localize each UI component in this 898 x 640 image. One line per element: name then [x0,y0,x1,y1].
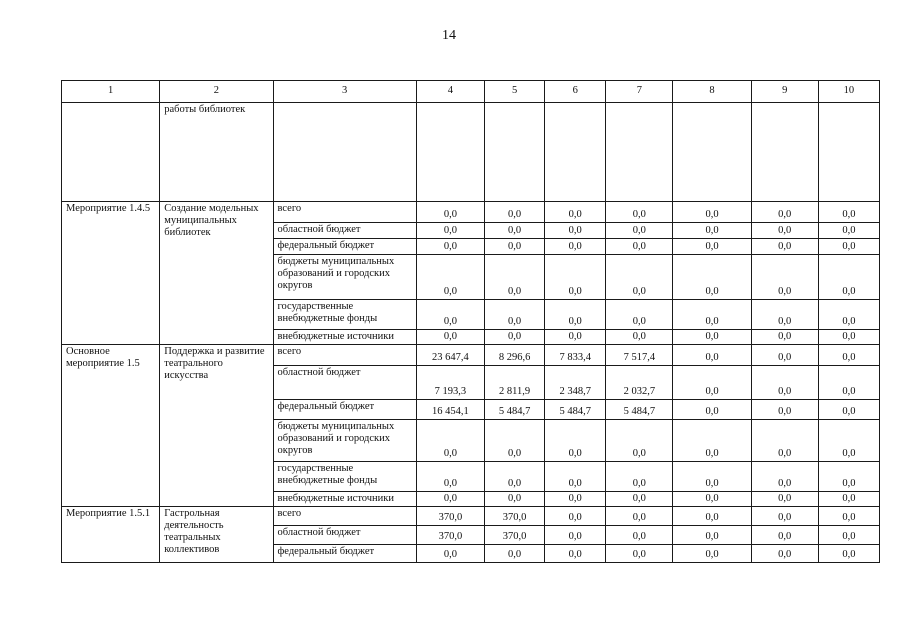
amount-cell: 0,0 [606,507,673,526]
amount-cell: 0,0 [751,492,818,507]
amount-cell: 0,0 [818,345,879,366]
funding-source-cell: областной бюджет [273,223,416,239]
funding-source-cell: всего [273,345,416,366]
amount-cell: 0,0 [751,366,818,400]
amount-cell: 0,0 [416,255,484,300]
column-header: 1 [62,81,160,103]
amount-cell: 0,0 [485,202,545,223]
funding-source-cell: всего [273,507,416,526]
amount-cell: 7 517,4 [606,345,673,366]
header-row [62,81,880,103]
amount-cell: 0,0 [673,545,751,563]
funding-source-cell: федеральный бюджет [273,545,416,563]
amount-cell: 0,0 [416,300,484,330]
amount-cell: 0,0 [545,300,606,330]
amount-cell: 0,0 [673,462,751,492]
amount-cell: 370,0 [416,526,484,545]
column-header: 6 [545,81,606,103]
amount-cell: 0,0 [673,300,751,330]
amount-cell: 0,0 [818,366,879,400]
amount-cell: 0,0 [818,462,879,492]
amount-cell: 0,0 [485,462,545,492]
amount-cell: 2 348,7 [545,366,606,400]
amount-cell: 5 484,7 [606,400,673,420]
amount-cell: 370,0 [416,507,484,526]
amount-cell: 0,0 [485,300,545,330]
amount-cell: 0,0 [751,330,818,345]
measure-name-cell: Поддержка и развитие театрального искусства [160,345,273,507]
amount-cell: 0,0 [751,462,818,492]
amount-cell: 0,0 [545,526,606,545]
funding-source-cell: внебюджетные источники [273,330,416,345]
amount-cell: 0,0 [751,526,818,545]
amount-cell: 0,0 [751,202,818,223]
amount-cell: 0,0 [545,330,606,345]
table-cell [485,103,545,202]
amount-cell: 0,0 [485,420,545,462]
column-header: 5 [485,81,545,103]
amount-cell: 0,0 [818,507,879,526]
amount-cell: 0,0 [673,345,751,366]
amount-cell: 0,0 [606,202,673,223]
amount-cell: 0,0 [416,239,484,255]
column-header: 10 [818,81,879,103]
amount-cell: 0,0 [751,400,818,420]
column-header: 3 [273,81,416,103]
table-cell [751,103,818,202]
amount-cell: 0,0 [416,420,484,462]
amount-cell: 0,0 [751,545,818,563]
funding-source-cell: областной бюджет [273,526,416,545]
measure-code-cell: Основное мероприятие 1.5 [62,345,160,507]
funding-source-cell: внебюджетные источники [273,492,416,507]
amount-cell: 0,0 [818,492,879,507]
page-number: 14 [442,28,456,43]
column-header: 8 [673,81,751,103]
amount-cell: 0,0 [606,239,673,255]
table-cell [62,103,160,202]
amount-cell: 0,0 [751,300,818,330]
amount-cell: 0,0 [818,202,879,223]
amount-cell: 0,0 [673,239,751,255]
amount-cell: 0,0 [673,526,751,545]
amount-cell: 0,0 [416,202,484,223]
amount-cell: 0,0 [673,507,751,526]
column-header: 7 [606,81,673,103]
table-cell [606,103,673,202]
table-cell [545,103,606,202]
amount-cell: 0,0 [818,330,879,345]
amount-cell: 0,0 [416,462,484,492]
amount-cell: 0,0 [818,223,879,239]
measure-name-cell: Гастрольная деятельность театральных коллективов [160,507,273,563]
amount-cell: 0,0 [751,223,818,239]
continuation-text: работы библиотек [160,103,273,202]
table-cell [673,103,751,202]
amount-cell: 0,0 [606,545,673,563]
amount-cell: 0,0 [545,492,606,507]
amount-cell: 0,0 [485,239,545,255]
amount-cell: 0,0 [545,462,606,492]
amount-cell: 7 833,4 [545,345,606,366]
amount-cell: 0,0 [545,507,606,526]
amount-cell: 0,0 [673,400,751,420]
amount-cell: 0,0 [818,255,879,300]
amount-cell: 0,0 [416,545,484,563]
funding-source-cell: областной бюджет [273,366,416,400]
amount-cell: 370,0 [485,507,545,526]
amount-cell: 0,0 [606,492,673,507]
column-header: 2 [160,81,273,103]
amount-cell: 0,0 [673,223,751,239]
amount-cell: 0,0 [673,330,751,345]
amount-cell: 0,0 [416,492,484,507]
amount-cell: 7 193,3 [416,366,484,400]
column-header: 9 [751,81,818,103]
amount-cell: 0,0 [673,202,751,223]
amount-cell: 0,0 [545,202,606,223]
table-row [62,345,880,366]
amount-cell: 0,0 [751,239,818,255]
amount-cell: 0,0 [545,239,606,255]
amount-cell: 0,0 [545,255,606,300]
amount-cell: 0,0 [818,420,879,462]
amount-cell: 0,0 [818,300,879,330]
funding-source-cell: федеральный бюджет [273,400,416,420]
amount-cell: 0,0 [751,345,818,366]
funding-source-cell: бюджеты муниципальных образований и городских округов [273,255,416,300]
table-cell [416,103,484,202]
amount-cell: 0,0 [545,420,606,462]
funding-source-cell: государственные внебюджетные фонды [273,462,416,492]
amount-cell: 0,0 [818,545,879,563]
funding-source-cell: бюджеты муниципальных образований и городских округов [273,420,416,462]
table-row [62,507,880,526]
amount-cell: 0,0 [606,462,673,492]
amount-cell: 0,0 [416,330,484,345]
amount-cell: 16 454,1 [416,400,484,420]
measure-code-cell: Мероприятие 1.5.1 [62,507,160,563]
amount-cell: 0,0 [485,545,545,563]
amount-cell: 0,0 [818,526,879,545]
amount-cell: 0,0 [606,223,673,239]
table-cell [273,103,416,202]
amount-cell: 0,0 [485,223,545,239]
amount-cell: 23 647,4 [416,345,484,366]
amount-cell: 2 811,9 [485,366,545,400]
amount-cell: 0,0 [751,507,818,526]
amount-cell: 0,0 [485,255,545,300]
amount-cell: 0,0 [751,420,818,462]
amount-cell: 0,0 [606,526,673,545]
table-body [62,81,880,563]
measure-name-cell: Создание модельных муниципальных библиотек [160,202,273,345]
amount-cell: 8 296,6 [485,345,545,366]
amount-cell: 0,0 [606,330,673,345]
measure-code-cell: Мероприятие 1.4.5 [62,202,160,345]
amount-cell: 0,0 [673,420,751,462]
column-header: 4 [416,81,484,103]
amount-cell: 0,0 [673,255,751,300]
amount-cell: 5 484,7 [545,400,606,420]
amount-cell: 0,0 [818,400,879,420]
amount-cell: 0,0 [416,223,484,239]
amount-cell: 5 484,7 [485,400,545,420]
budget-table [61,80,880,563]
amount-cell: 0,0 [751,255,818,300]
amount-cell: 0,0 [606,255,673,300]
funding-source-cell: государственные внебюджетные фонды [273,300,416,330]
amount-cell: 0,0 [673,492,751,507]
amount-cell: 0,0 [545,223,606,239]
table-row [62,202,880,223]
amount-cell: 0,0 [485,492,545,507]
amount-cell: 370,0 [485,526,545,545]
amount-cell: 2 032,7 [606,366,673,400]
continuation-row [62,103,880,202]
amount-cell: 0,0 [545,545,606,563]
amount-cell: 0,0 [606,420,673,462]
amount-cell: 0,0 [673,366,751,400]
amount-cell: 0,0 [818,239,879,255]
funding-source-cell: всего [273,202,416,223]
table-cell [818,103,879,202]
funding-source-cell: федеральный бюджет [273,239,416,255]
amount-cell: 0,0 [485,330,545,345]
amount-cell: 0,0 [606,300,673,330]
